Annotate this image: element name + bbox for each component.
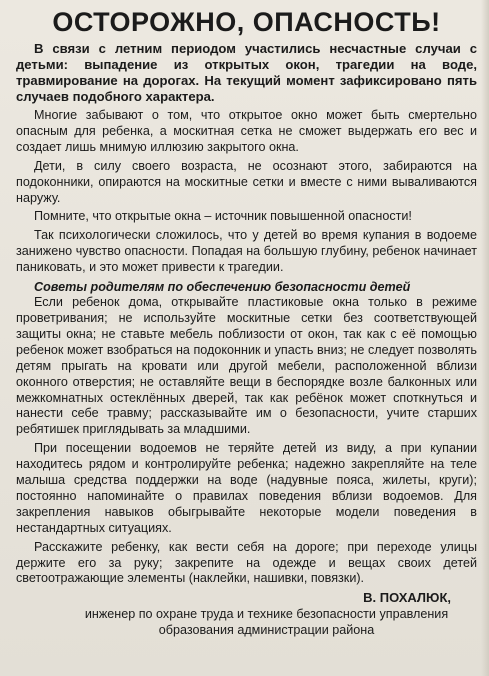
article-lead: В связи с летним периодом участились несчастные случаи с детьми: выпадение из открытых окон, трагедии на воде, травмирование на дорогах. На текущий момент зафиксировано пять случаев подобного характера. [16, 41, 477, 104]
article-paragraph: Многие забывают о том, что открытое окно может быть смертельно опасным для ребенка, а москитная сетка не сможет выдержать его вес и создает лишь мнимую иллюзию закрытого окна. [16, 108, 477, 154]
author-role: инженер по охране труда и технике безопасности управления образования администрации района [84, 607, 449, 638]
advice-paragraph: Если ребенок дома, открывайте пластиковые окна только в режиме проветривания; не используйте москитные сетки без соответствующей защиты окна; не ставьте мебель поблизости от окон, так как с её помощью ребенок может взобраться на подоконник и упасть вниз; не следует позволять детям прыгать на кровати или другой мебели, расположенной вблизи оконного отверстия; не оставляйте вещи в беспорядке возле балконных или межкомнатных остеклённых дверей, так как ребёнок может споткнуться и нанести себе травму; рассказывайте им о безопасности, учите старших ребятишек приглядывать за младшими. [16, 295, 477, 437]
article-title: ОСТОРОЖНО, ОПАСНОСТЬ! [52, 7, 441, 37]
article-paragraph: Дети, в силу своего возраста, не осознают этого, забираются на подоконники, опираются на москитные сетки и вместе с ними вываливаются наружу. [16, 158, 477, 205]
article-paragraph: Так психологически сложилось, что у детей во время купания в водоеме занижено чувство опасности. Попадая на большую глубину, ребенок начинает паниковать, и это может привести к трагедии. [16, 228, 477, 275]
article-paragraph: Помните, что открытые окна – источник повышенной опасности! [34, 209, 412, 224]
advice-paragraph: При посещении водоемов не теряйте детей из виду, а при купании находитесь рядом и контролируйте ребенка; надежно закрепляйте на теле малыша средства поддержки на воде (надувные пояса, жилеты, круги); постоянно напоминайте о правилах поведения вблизи водоемов. Для закрепления навыков обыгрывайте некоторые модели поведения в нестандартных ситуациях. [16, 441, 477, 535]
paper-edge-shadow [481, 0, 489, 676]
author-name: В. ПОХАЛЮК, [363, 590, 451, 606]
advice-subheading: Советы родителям по обеспечению безопасности детей [34, 280, 411, 295]
advice-paragraph: Расскажите ребенку, как вести себя на дороге; при переходе улицы держите его за руку; закрепите на одежде и вещах своих детей светоотражающие элементы (наклейки, нашивки, повязки). [16, 539, 477, 586]
